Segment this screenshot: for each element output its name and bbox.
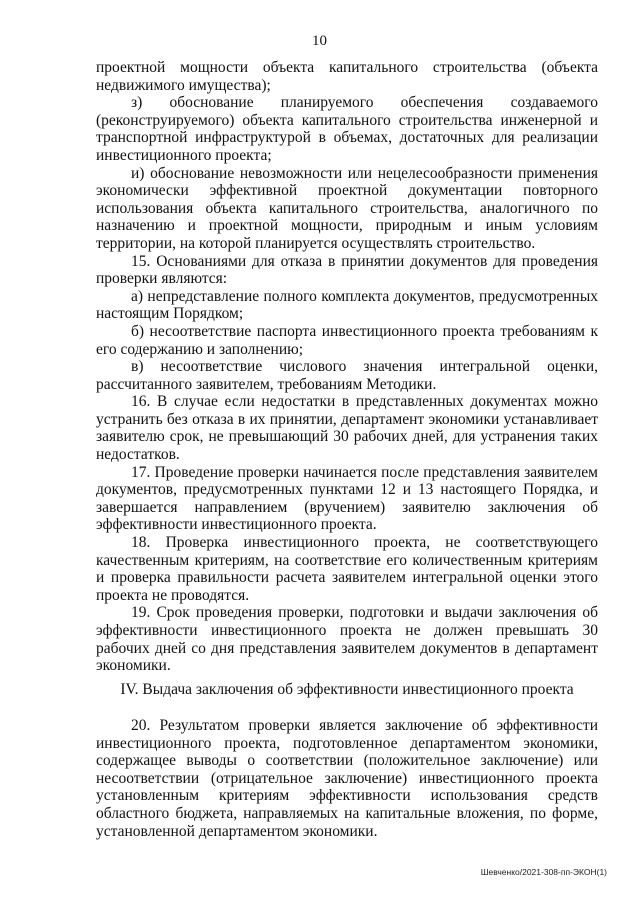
paragraph-15-b: б) несоответствие паспорта инвестиционного проекта требованиям к его содержанию и заполнению;: [96, 322, 598, 358]
paragraph-15-a: а) непредставление полного комплекта документов, предусмотренных настоящим Порядком;: [96, 287, 598, 323]
paragraph-item-i: и) обоснование невозможности или нецелесообразности применения экономически эффективной проектной документации повторного использования объекта капитального строительства, аналогичного по назначению и проектной мощности, природным и иным условиям территории, на которой планируется осуществлять строительство.: [96, 164, 598, 252]
section-heading: IV. Выдача заключения об эффективности инвестиционного проекта: [120, 681, 574, 698]
paragraph-17: 17. Проведение проверки начинается после представления заявителем документов, предусмотренных пунктами 12 и 13 настоящего Порядка, и завершается направлением (вручением) заявителю заключения об эффективности инвестиционного проекта.: [96, 463, 598, 534]
footer-document-code: Шевченко/2021-308-пп-ЭКОН(1): [480, 867, 607, 877]
paragraph-19: 19. Срок проведения проверки, подготовки и выдачи заключения об эффективности инвестиционного проекта не должен превышать 30 рабочих дней со дня представления заявителем документов в департамент экономики.: [96, 604, 598, 675]
paragraph-object-capacity-continuation: проектной мощности объекта капитального строительства (объекта недвижимого имущества);: [96, 59, 598, 94]
document-body-lower: [96, 717, 598, 840]
document-body-upper: [96, 59, 598, 675]
paragraph-15-v: в) несоответствие числового значения интегральной оценки, рассчитанного заявителем, требованиям Методики.: [96, 358, 598, 393]
paragraph-18: 18. Проверка инвестиционного проекта, не соответствующего качественным критериям, на соответствие его количественным критериям и проверка правильности расчета заявителем интегральной оценки этого проекта не проводятся.: [96, 534, 598, 604]
page-number: 10: [312, 33, 327, 49]
paragraph-item-z: з) обоснование планируемого обеспечения создаваемого (реконструируемого) объекта капитального строительства инженерной и транспортной инфраструктурой в объемах, достаточных для реализации инвестиционного проекта;: [96, 94, 598, 164]
paragraph-20: 20. Результатом проверки является заключение об эффективности инвестиционного проекта, подготовленное департаментом экономики, содержащее выводы о соответствии (положительное заключение) или несоответствии (отрицательное заключение) инвестиционного проекта установленным критериям эффективности использования средств областного бюджета, направляемых на капитальные вложения, по форме, установленной департаментом экономики.: [96, 717, 598, 840]
paragraph-15: 15. Основаниями для отказа в принятии документов для проведения проверки являются:: [96, 252, 598, 288]
paragraph-16: 16. В случае если недостатки в представленных документах можно устранить без отказа в их принятии, департамент экономики устанавливает заявителю срок, не превышающий 30 рабочих дней, для устранения таких недостатков.: [96, 393, 598, 464]
